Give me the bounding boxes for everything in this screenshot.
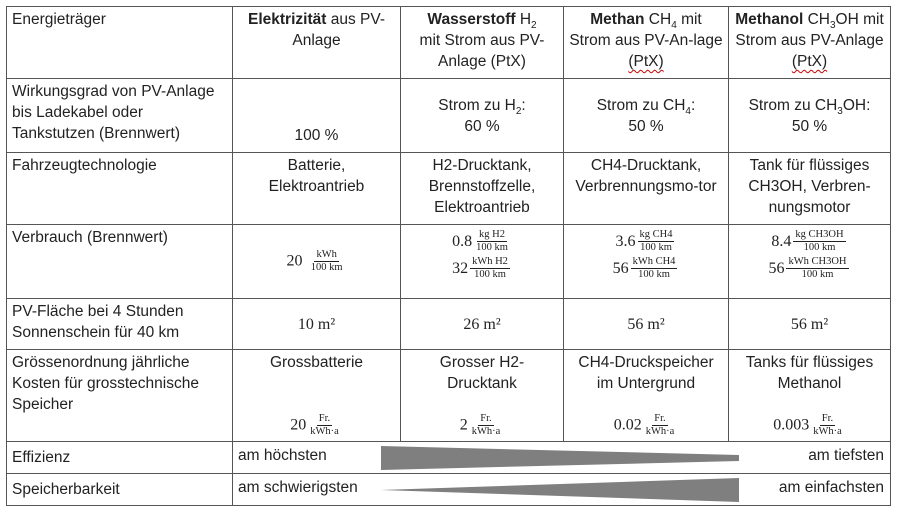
speicher-left: am schwierigsten xyxy=(238,479,358,496)
row-kosten-label: Grössenordnung jährliche Kosten für grosstechnische Speicher xyxy=(7,350,233,442)
flaeche-elektrizitaet: 10 m² xyxy=(233,299,401,350)
header-row xyxy=(7,7,891,79)
header-methan: Methan $CH_4$ mit Strom aus PV-An-lage (PtX) xyxy=(564,7,729,79)
fahrzeug-wasserstoff: H2-Drucktank, Brennstoffzelle, Elektroantrieb xyxy=(401,153,564,225)
row-effizienz-label: Effizienz xyxy=(7,442,233,474)
flaeche-wasserstoff: 26 m² xyxy=(401,299,564,350)
row-flaeche-label: PV-Fläche bei 4 Stunden Sonnenschein für 40 km xyxy=(7,299,233,350)
row-fahrzeug xyxy=(7,153,891,225)
fahrzeug-methan: CH4-Drucktank, Verbrennungsmo-tor xyxy=(564,153,729,225)
verbrauch-wasserstoff: 0.8 $\frac{\text{kg H2}}{100 km}$ 32 $\frac{\text{kWh H2}}{100 km}$ xyxy=(401,225,564,299)
effizienz-scale xyxy=(233,442,891,474)
kosten-methanol: Tanks für flüssiges Methanol 0.003 $\frac{Fr.}{\text{kWh·a}}$ xyxy=(729,350,891,442)
header-label: Energieträger xyxy=(7,7,233,79)
header-methanol: Methanol $CH_3OH$ mit Strom aus PV-Anlage (PtX) xyxy=(729,7,891,79)
verbrauch-fraction: $\frac{\text{kWh}}{100 km}$ xyxy=(310,249,343,273)
row-flaeche xyxy=(7,299,891,350)
wirkungsgrad-methanol: Strom zu $CH_3OH$: 50 % xyxy=(729,79,891,153)
kosten-wasserstoff: Grosser H2-Drucktank 2 $\frac{Fr.}{\text{kWh·a}}$ xyxy=(401,350,564,442)
row-kosten xyxy=(7,350,891,442)
verbrauch-methan: 3.6 $\frac{\text{kg CH4}}{100 km}$ 56 $\frac{\text{kWh CH4}}{100 km}$ xyxy=(564,225,729,299)
verbrauch-elektrizitaet: 20 $\frac{\text{kWh}}{100 km}$ xyxy=(233,225,401,299)
row-fahrzeug-label: Fahrzeugtechnologie xyxy=(7,153,233,225)
row-wirkungsgrad-label: Wirkungsgrad von PV-Anlage bis Ladekabel oder Tankstutzen (Brennwert) xyxy=(7,79,233,153)
wirkungsgrad-methan: Strom zu $CH_4$: 50 % xyxy=(564,79,729,153)
fahrzeug-methanol: Tank für flüssiges CH3OH, Verbren-nungsmotor xyxy=(729,153,891,225)
wirkungsgrad-wasserstoff: Strom zu $H_2$: 60 % xyxy=(401,79,564,153)
speicher-scale xyxy=(233,474,891,506)
speicher-right: am einfachsten xyxy=(778,479,884,496)
wirkungsgrad-elektrizitaet: 100 % xyxy=(233,79,401,153)
comparison-table xyxy=(6,6,891,506)
row-wirkungsgrad xyxy=(7,79,891,153)
verbrauch-methanol: 8.4 $\frac{\text{kg CH3OH}}{100 km}$ 56 $\frac{\text{kWh CH3OH}}{100 km}$ xyxy=(729,225,891,299)
fahrzeug-elektrizitaet: Batterie, Elektroantrieb xyxy=(233,153,401,225)
flaeche-methan: 56 m² xyxy=(564,299,729,350)
header-elektrizitaet: Elektrizität aus PV-Anlage xyxy=(233,7,401,79)
kosten-methan: CH4-Druckspeicher im Untergrund 0.02 $\frac{Fr.}{\text{kWh·a}}$ xyxy=(564,350,729,442)
row-verbrauch xyxy=(7,225,891,299)
row-effizienz xyxy=(7,442,891,474)
effizienz-wedge xyxy=(233,442,891,474)
row-verbrauch-label: Verbrauch (Brennwert) xyxy=(7,225,233,299)
kosten-elektrizitaet: Grossbatterie 20 $\frac{Fr.}{\text{kWh·a}}$ xyxy=(233,350,401,442)
flaeche-methanol: 56 m² xyxy=(729,299,891,350)
row-speicher xyxy=(7,474,891,506)
effizienz-right: am tiefsten xyxy=(808,447,884,464)
header-wasserstoff: Wasserstoff $H_2$ mit Strom aus PV-Anlage (PtX) xyxy=(401,7,564,79)
effizienz-left: am höchsten xyxy=(238,447,327,464)
row-speicher-label: Speicherbarkeit xyxy=(7,474,233,506)
